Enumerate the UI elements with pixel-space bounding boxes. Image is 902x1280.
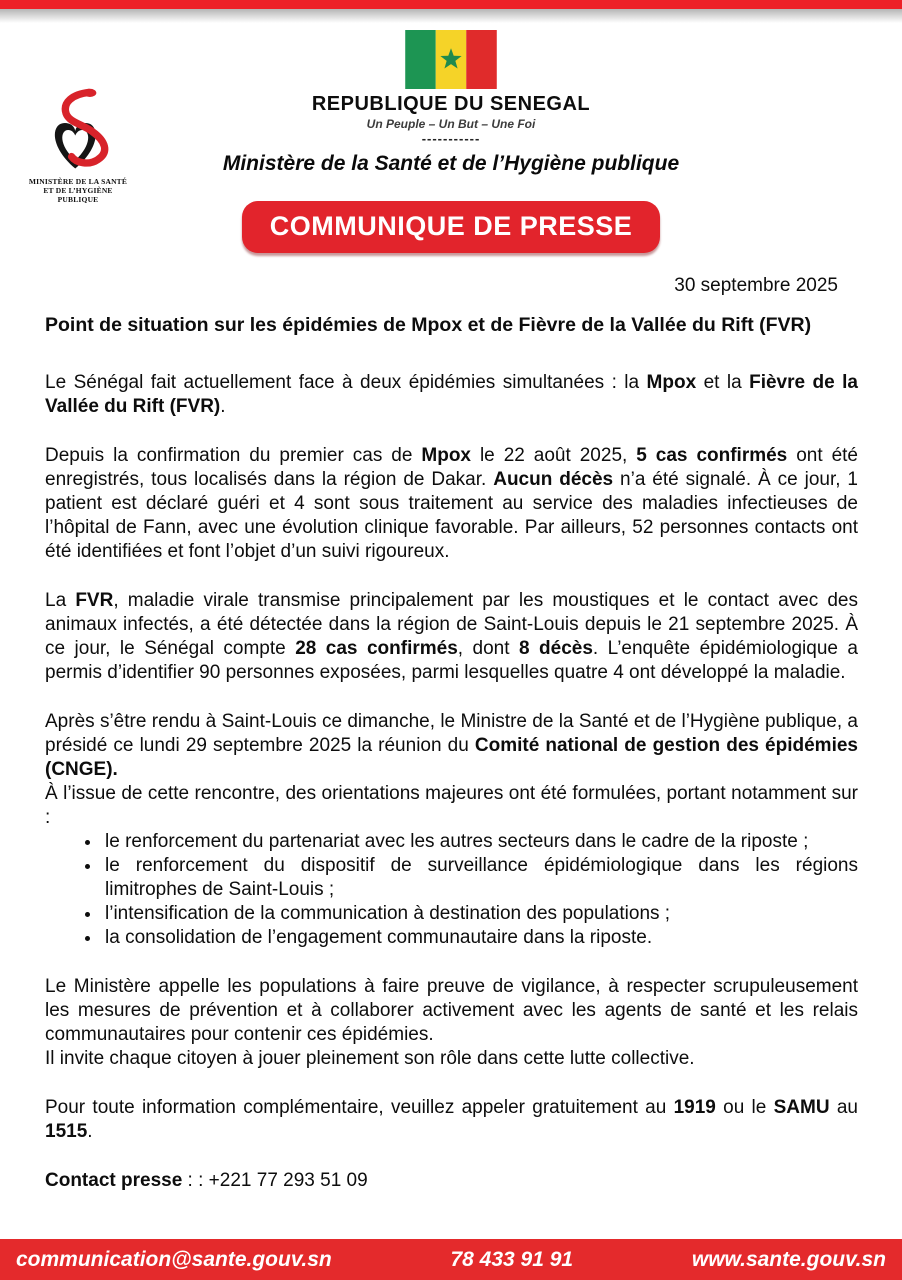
text: , dont [457, 638, 519, 659]
text: le renforcement du partenariat avec les autres secteurs dans le cadre de la riposte ; [105, 831, 809, 852]
bold-text: SAMU [773, 1097, 830, 1118]
footer-email: communication@sante.gouv.sn [16, 1247, 332, 1271]
text: Pour toute information complémentaire, veuillez appeler gratuitement au [45, 1097, 674, 1118]
paragraph-numeros [45, 1096, 858, 1144]
paragraph-orientations [45, 782, 858, 830]
document-content [0, 273, 902, 1193]
document-date: 30 septembre 2025 [674, 275, 838, 296]
letterhead [0, 0, 902, 253]
bold-text: 8 décès [519, 638, 593, 659]
paragraph-appel [45, 975, 858, 1047]
text: le 22 août 2025, [471, 445, 637, 466]
paragraph-cnge [45, 710, 858, 782]
paragraph-mpox [45, 444, 858, 564]
paragraph-invitation [45, 1047, 858, 1071]
separator-dashes: ----------- [421, 131, 481, 146]
bullet-item [102, 902, 858, 926]
bullet-item [102, 830, 858, 854]
bullet-item [102, 926, 858, 950]
bold-text: Comité national de gestion des épidémies (CNGE). [45, 735, 858, 780]
text: ont été enregistrés, tous localisés dans la région de Dakar. [45, 445, 858, 490]
text: . L’enquête épidémiologique a permis d’identifier 90 personnes exposées, parmi lesquelles quatre 4 ont développé la maladie. [45, 638, 858, 683]
text: . [87, 1121, 93, 1142]
bullet-item [102, 854, 858, 902]
bold-text: 1919 [673, 1097, 716, 1118]
bold-text: Contact presse [45, 1170, 183, 1191]
ministry-name: Ministère de la Santé et de l’Hygiène publique [222, 152, 680, 175]
text: la consolidation de l’engagement communautaire dans la riposte. [105, 927, 653, 948]
logo-caption-line2: ET DE L’HYGIÈNE PUBLIQUE [43, 186, 113, 204]
text: : : +221 77 293 51 09 [182, 1170, 368, 1191]
document-body [45, 371, 858, 1193]
bold-text: Mpox [421, 445, 471, 466]
bold-text: Fièvre de la Vallée du Rift (FVR) [45, 372, 858, 417]
press-release-banner: COMMUNIQUE DE PRESSE [242, 201, 661, 253]
bold-text: Mpox [646, 372, 697, 393]
text: et la [696, 372, 750, 393]
footer-phone: 78 433 91 91 [450, 1247, 574, 1271]
text: Depuis la confirmation du premier cas de [45, 445, 422, 466]
text: Le Sénégal fait actuellement face à deux épidémies simultanées : la [45, 372, 647, 393]
bold-text: 28 cas confirmés [295, 638, 458, 659]
text: . [220, 396, 226, 417]
footer-bar [0, 1239, 902, 1280]
national-motto: Un Peuple – Un But – Une Foi [366, 117, 536, 131]
footer-website: www.sante.gouv.sn [691, 1247, 886, 1271]
bold-text: Aucun décès [493, 469, 614, 490]
bold-text: 1515 [45, 1121, 88, 1142]
republic-title: REPUBLIQUE DU SENEGAL [311, 93, 591, 115]
logo-caption-line1: MINISTÈRE DE LA SANTÉ [28, 177, 128, 186]
text: ou le [715, 1097, 774, 1118]
text: le renforcement du dispositif de surveillance épidémiologique dans les régions limitrophes de Saint-Louis ; [105, 855, 858, 900]
paragraph-fvr [45, 589, 858, 685]
text: Après s’être rendu à Saint-Louis ce dimanche, le Ministre de la Santé et de l’Hygiène publique, a présidé ce lundi 29 septembre 2025 la réunion du [45, 711, 858, 756]
bold-text: 5 cas confirmés [636, 445, 788, 466]
document-title: Point de situation sur les épidémies de Mpox et de Fièvre de la Vallée du Rift (FVR) [45, 314, 812, 336]
senegal-flag-icon [405, 30, 497, 89]
orientation-list [45, 830, 858, 950]
text: La [45, 590, 76, 611]
text: n’a été signalé. À ce jour, 1 patient est déclaré guéri et 4 sont sous traitement au service des maladies infectieuses de l’hôpital de Fann, avec une évolution clinique favorable. Par ailleurs, 52 personnes contacts ont été identifiées et font l’objet d’un suivi rigoureux. [45, 469, 858, 562]
text: À l’issue de cette rencontre, des orientations majeures ont été formulées, portant notamment sur : [45, 783, 858, 828]
paragraph-contact-presse [45, 1169, 858, 1193]
paragraph-intro [45, 371, 858, 419]
text: Le Ministère appelle les populations à faire preuve de vigilance, à respecter scrupuleusement les mesures de prévention et à collaborer activement avec les agents de santé et les relais communautaires pour contenir ces épidémies. [45, 976, 858, 1045]
text: au [829, 1097, 858, 1118]
text: Il invite chaque citoyen à jouer pleinement son rôle dans cette lutte collective. [45, 1048, 695, 1069]
text: l’intensification de la communication à destination des populations ; [105, 903, 671, 924]
bold-text: FVR [75, 590, 114, 611]
text: , maladie virale transmise principalement par les moustiques et le contact avec des animaux infectés, a été détectée dans la région de Saint-Louis depuis le 21 septembre 2025. À ce jour, le Sénégal compte [45, 590, 858, 659]
